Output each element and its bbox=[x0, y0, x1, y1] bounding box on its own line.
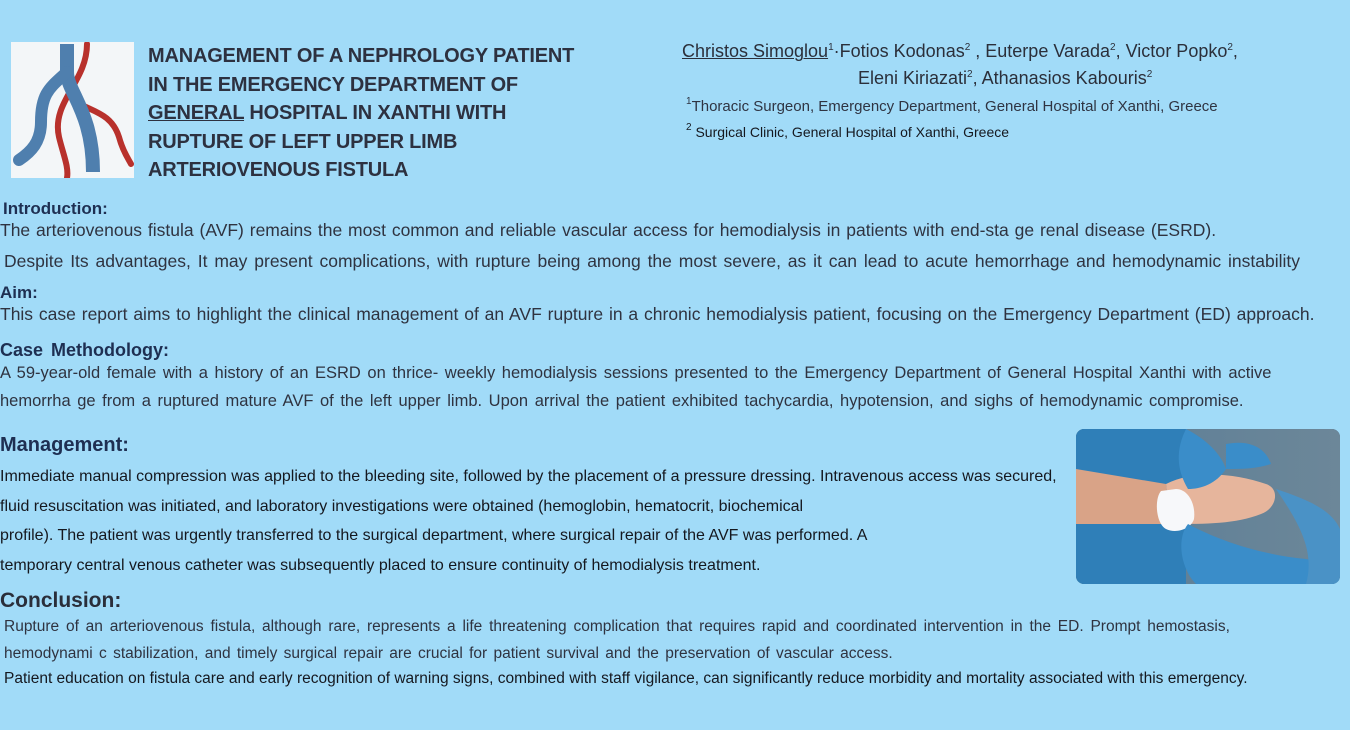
affiliation-sup: 1 bbox=[686, 96, 692, 107]
title-line-3 bbox=[148, 99, 648, 128]
title-underlined-word: GENERAL bbox=[148, 102, 245, 124]
management-line-1: Immediate manual compression was applied to the bleeding site, followed by the placement of a pressure dressing. Intravenous access was secured, bbox=[0, 468, 1057, 485]
author-sup: 1 bbox=[828, 42, 834, 53]
affiliation-text: Surgical Clinic, General Hospital of Xanthi, Greece bbox=[691, 124, 1010, 140]
introduction-line-2: Despite Its advantages, It may present complications, with rupture being among the most severe, as it can lead to acute hemorrhage and hemodynamic instability bbox=[4, 251, 1300, 271]
introduction-line-1: The arteriovenous fistula (AVF) remains the most common and reliable vascular access for hemodialysis in patients with end-sta ge renal disease (ESRD). bbox=[0, 220, 1217, 240]
case-line-1: A 59-year-old female with a history of an ESRD on thrice- weekly hemodialysis sessions presented to the Emergency Department of General Hospital Xanthi with active bbox=[0, 364, 1272, 382]
management-line-2: fluid resuscitation was initiated, and laboratory investigations were obtained (hemoglobin, hematocrit, biochemical bbox=[0, 497, 804, 515]
title-line-5: ARTERIOVENOUS FISTULA bbox=[148, 159, 409, 181]
author-list bbox=[682, 38, 1322, 92]
management-paragraph bbox=[0, 462, 1057, 580]
author-sep: , bbox=[972, 68, 982, 88]
affiliation-text: Thoracic Surgeon, Emergency Department, General Hospital of Xanthi, Greece bbox=[691, 98, 1218, 115]
conclusion-line-3: Patient education on fistula care and early recognition of warning signs, combined with staff vigilance, can significantly reduce morbidity and mortality associated with this emergency. bbox=[4, 670, 1248, 687]
author-sep: · bbox=[833, 41, 840, 61]
conclusion-line-1: Rupture of an arteriovenous fistula, although rare, represents a life threatening complication that requires rapid and coordinated intervention in the ED. Prompt hemostasis, bbox=[4, 618, 1230, 635]
author-sup: 2 bbox=[1227, 42, 1233, 53]
title-line-1: MANAGEMENT OF A NEPHROLOGY PATIENT bbox=[148, 45, 575, 67]
author-sup: 2 bbox=[1110, 42, 1116, 53]
vein-artery-logo bbox=[11, 42, 134, 178]
author-sup: 2 bbox=[964, 42, 971, 53]
author-name: Victor Popko bbox=[1125, 41, 1228, 61]
title-line-2: IN THE EMERGENCY DEPARTMENT OF bbox=[148, 73, 518, 96]
author-name: Euterpe Varada bbox=[985, 41, 1111, 61]
veins-artery-icon bbox=[11, 42, 134, 178]
management-line-3: profile). The patient was urgently transferred to the surgical department, where surgical repair of the AVF was performed. A bbox=[0, 527, 868, 544]
author-name: Athanasios Kabouris bbox=[981, 68, 1147, 88]
conclusion-heading: Conclusion: bbox=[0, 589, 122, 612]
aim-heading: Aim: bbox=[0, 283, 38, 302]
conclusion-line-2: hemodynami c stabilization, and timely surgical repair are crucial for patient survival and the preservation of vascular access. bbox=[4, 645, 893, 662]
title-line-3-rest: HOSPITAL IN XANTHI WITH bbox=[244, 102, 507, 124]
author-sup: 2 bbox=[967, 69, 973, 80]
introduction-heading: Introduction: bbox=[3, 199, 108, 218]
wrist-dressing-photo bbox=[1076, 429, 1340, 584]
poster-title bbox=[148, 42, 648, 185]
affiliation-2 bbox=[686, 124, 1009, 140]
title-line-4: RUPTURE OF LEFT UPPER LIMB bbox=[148, 130, 458, 153]
case-methodology-heading: Case Methodology: bbox=[0, 340, 170, 360]
author-sep: , bbox=[970, 41, 986, 61]
gloved-hands-photo-icon bbox=[1076, 429, 1340, 584]
author-name: Fotios Kodonas bbox=[839, 41, 965, 61]
affiliation-1 bbox=[686, 98, 1218, 115]
management-line-4: temporary central venous catheter was subsequently placed to ensure continuity of hemodialysis treatment. bbox=[0, 556, 761, 574]
aim-line-1: This case report aims to highlight the clinical management of an AVF rupture in a chronic hemodialysis patient, focusing on the Emergency Department (ED) approach. bbox=[0, 304, 1315, 324]
affiliation-sup: 2 bbox=[686, 122, 692, 133]
case-line-2: hemorrha ge from a ruptured mature AVF of the left upper limb. Upon arrival the patient exhibited tachycardia, hypotension, and sighs of hemodynamic compromise. bbox=[0, 392, 1244, 410]
author-sup: 2 bbox=[1146, 69, 1153, 80]
author-sep: , bbox=[1232, 41, 1238, 61]
author-sep: , bbox=[1115, 41, 1126, 61]
author-name: Christos Simoglou bbox=[682, 41, 829, 61]
management-heading: Management: bbox=[0, 434, 129, 456]
author-name: Eleni Kiriazati bbox=[858, 68, 968, 88]
